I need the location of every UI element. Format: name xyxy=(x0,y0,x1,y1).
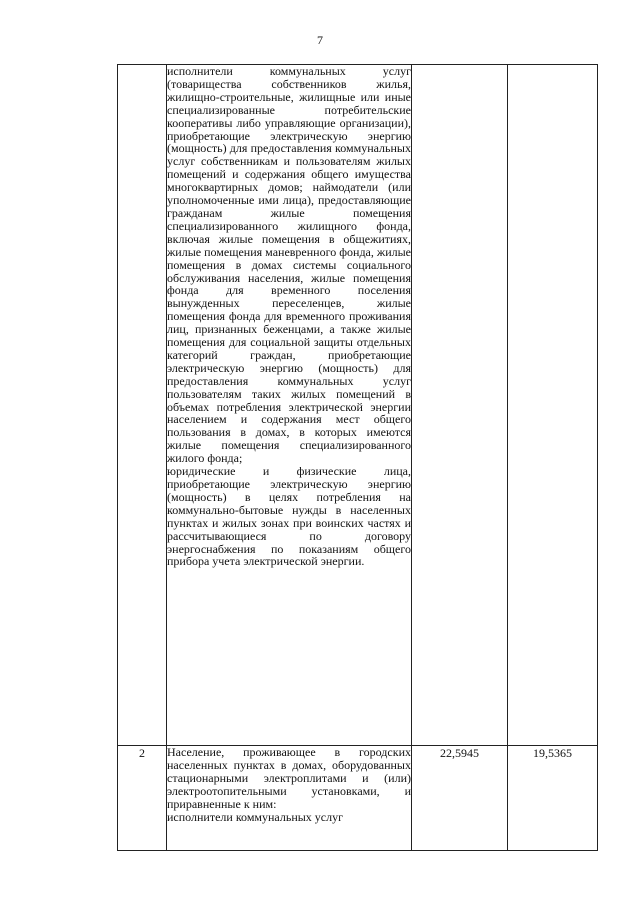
description-cell xyxy=(167,746,412,851)
row-number-cell xyxy=(118,65,167,746)
description-paragraph: исполнители коммунальных услуг (товарищества собственников жилья, жилищно-строительные, жилищные или иные специализированные потребительские кооперативы либо управляющие организации), приобретающие электрическую энергию (мощность) для предоставления коммунальных услуг собственникам и пользователям жилых помещений и содержания общего имущества многоквартирных домов; наймодатели (или уполномоченные ими лица), предоставляющие гражданам жилые помещения специализированного жилищного фонда, включая жилые помещения в общежитиях, жилые помещения маневренного фонда, жилые помещения в домах системы социального обслуживания населения, жилые помещения фонда для временного поселения вынужденных переселенцев, жилые помещения фонда для временного проживания лиц, признанных беженцами, а также жилые помещения для социальной защиты отдельных категорий граждан, приобретающие электрическую энергию (мощность) для предоставления коммунальных услуг пользователям таких жилых помещений в объемах потребления электрической энергии населением и содержания мест общего пользования в домах, в которых имеются жилые помещения специализированного жилого фонда; xyxy=(167,64,411,466)
row-number-cell: 2 xyxy=(118,746,167,851)
tariff-value-cell-1: 22,5945 xyxy=(412,746,508,851)
tariff-value-cell-2 xyxy=(508,65,598,746)
tariff-value-cell-1 xyxy=(412,65,508,746)
tariff-value-cell-2: 19,5365 xyxy=(508,746,598,851)
page-number: 7 xyxy=(317,33,323,47)
description-paragraph: исполнители коммунальных услуг xyxy=(167,809,344,824)
table-row xyxy=(118,65,598,746)
table-row xyxy=(118,746,598,851)
description-cell xyxy=(167,65,412,746)
description-paragraph: Население, проживающее в городских населенных пунктах в домах, оборудованных стационарными электроплитами и (или) электроотопительными установками, и приравненные к ним: xyxy=(167,745,411,811)
description-paragraph: юридические и физические лица, приобретающие электрическую энергию (мощность) в целях потребления на коммунально-бытовые нужды в населенных пунктах и жилых зонах при воинских частях и рассчитывающиеся по договору энергоснабжения по показаниям общего прибора учета электрической энергии. xyxy=(167,464,411,569)
tariff-table xyxy=(117,64,598,851)
